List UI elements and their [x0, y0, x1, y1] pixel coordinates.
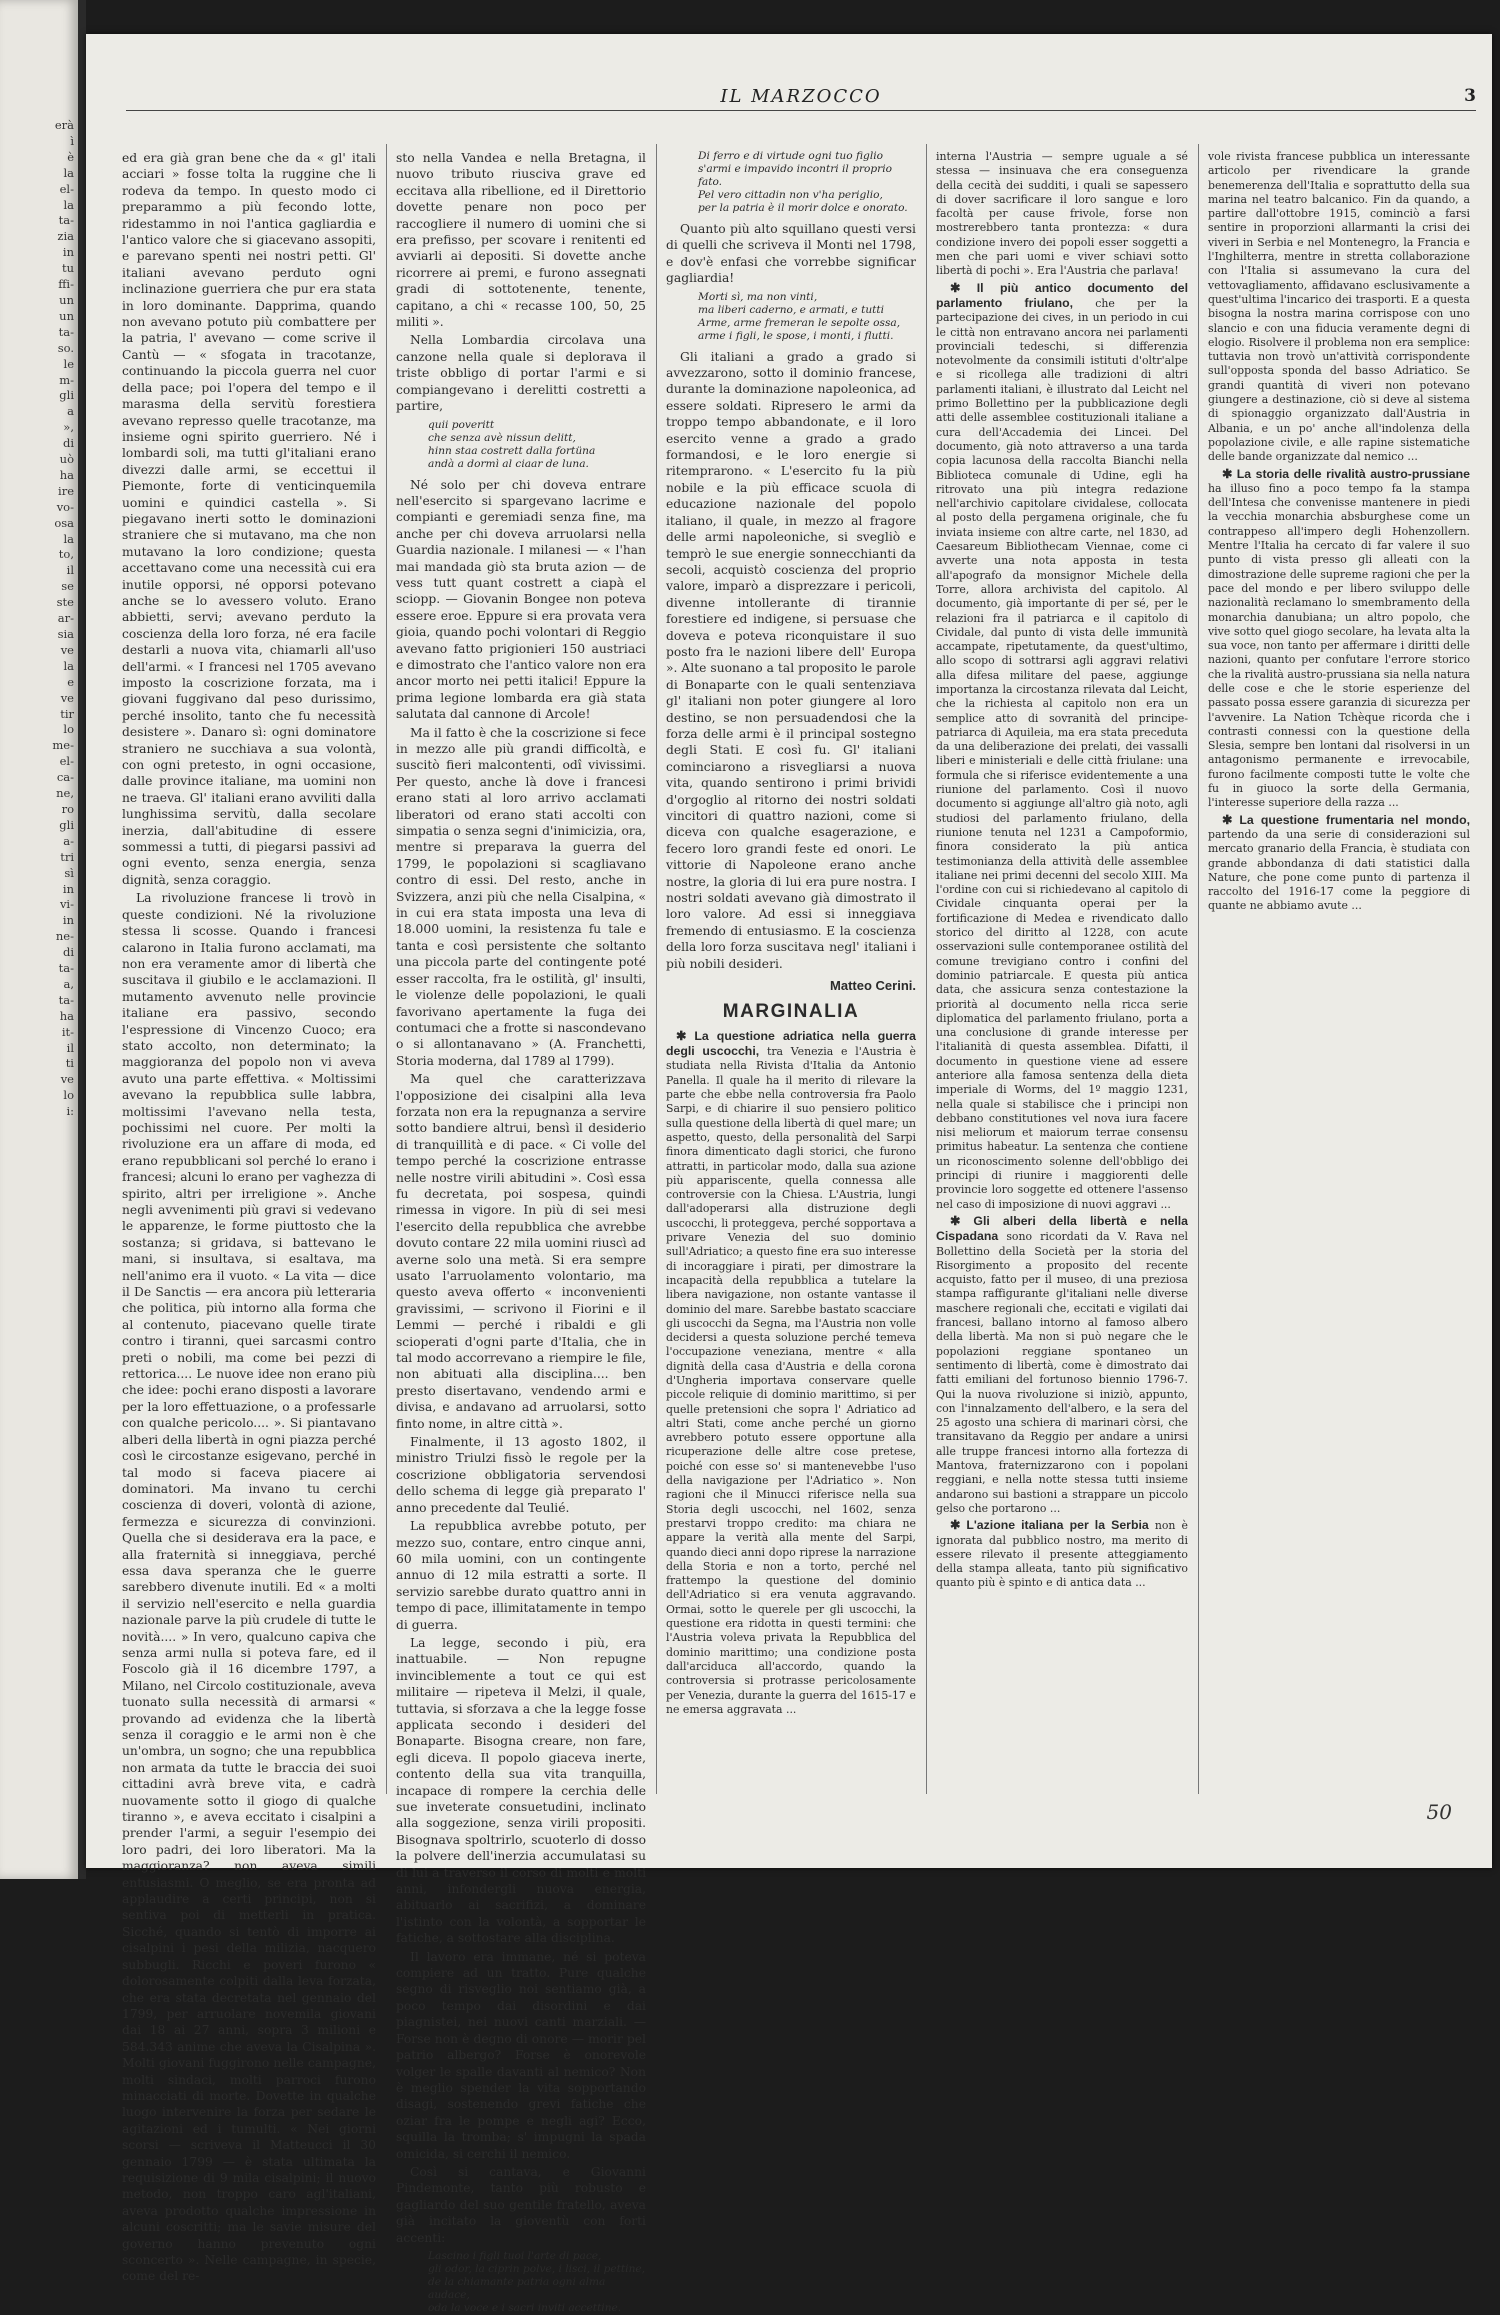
- paragraph: Così si cantava, e Giovanni Pindemonte, tanto più robusto e gagliardo del suo gentile fratello, aveva già incitato la gioventù con forti accenti:: [396, 2164, 646, 2245]
- newspaper-page: [86, 34, 1492, 2314]
- marginalia-paragraph: [666, 1029, 916, 1717]
- verse-line: andà a dormì al ciaar de luna.: [428, 457, 589, 470]
- previous-page-edge: [0, 0, 78, 1879]
- marginalia-heading: ✱ La questione adriatica nella guerra degli uscocchi,: [666, 1028, 916, 1059]
- column-2: [396, 150, 646, 2314]
- column-rule: [1198, 144, 1199, 1794]
- page-number: 3: [1464, 86, 1476, 106]
- marginalia-text: partendo da una serie di considerazioni sul mercato granario della Francia, è studiata con grande abbondanza di dati statistici dalla Nature, che pone come punto di partenza il raccolto del 1916-17 come la peggiore di quante ne abbiamo avute ...: [1208, 827, 1470, 913]
- marginalia-text: tra Venezia e l'Austria è studiata nella Rivista d'Italia da Antonio Panella. Il quale ha il merito di rilevare la parte che ebbe nella controversia fra Paolo Sarpi, e di chiarire il suo pensiero politico sulla questione della libertà di quel mare; un aspetto, questo, della personalità del Sarpi finora dimenticato dagli storici, che furono attratti, in particolar modo, dalla sua azione più appariscente, quella connessa alle controversie con la Chiesa. L'Austria, lungi dall'adoperarsi alla distruzione degli uscocchi, li proteggeva, perché sopportava a privare Venezia del suo dominio sull'Adriatico; a questo fine era suo interesse di incoraggiare i pirati, per dimostrare la incapacità della repubblica a tutelare la libera navigazione, non ostante vantasse il dominio del mare. Sarebbe bastato scacciare gli uscocchi da Segna, ma l'Austria non volle decidersi a questa soluzione perché temeva l'occupazione veneziana, mentre « alla dignità della casa d'Austria e della corona d'Ungheria importava conservare quelle piccole reliquie di dominio marittimo, si per quelle pretensioni che sopra l' Adriatico ad altri Stati, come anche perché un giorno avrebbero potuto essere opportune alla ricuperazione delle altre cose pretese, poiché con esse so' si mantenevebbe l'uso della navigazione per l'Adriatico ». Non ragioni che il Minucci riferisce nella sua Storia degli uscocchi, nel 1602, senza prestarvi troppo credito: ma chiara ne appare la verità alla mente del Sarpi, quando dieci anni dopo riprese la narrazione della Storia e non a torto, perché nel frattempo la questione del dominio dell'Adriatico si era venuta aggravando. Ormai, sotto le querele per gli uscocchi, la questione era ridotta in questi termini: che l'Austria voleva privata la Repubblica del dominio marittimo; una condizione posta dall'arciduca all'accordo, quando la controversia si protrasse pericolosamente per Venezia, durante la guerra del 1615-17 e ne emersa aggravata ...: [666, 1045, 916, 1716]
- column-rule: [926, 144, 927, 1794]
- marginalia-text: che per la partecipazione dei cives, in un periodo in cui le città non entravano ancora nei parlamenti provinciali tedeschi, si differenzia notevolmente da consimili istituti d'oltr'alpe e si ricollega alle tradizioni di altri parlamenti italiani, è illustrato dal Leicht nel primo Bollettino per la pubblicazione degli atti delle assemblee costituzionali italiane a cura dell'Accademia dei Lincei. Del documento, già noto attraverso a una tarda copia lacunosa della raccolta Bianchi nella Biblioteca comunale di Udine, egli ha ritrovato una più integra redazione nell'archivio capitolare cividalese, collocata al posto della pergamena originale, che fu inviata insieme con altre carte, nel 1830, ad Caesareum Bibliothecam Viennae, come ci avverte una nota apposta in testa all'apografo da monsignor Michele della Torre, allora archivista del capitolo. Al documento, già importante di per sé, per le relazioni fra il patriarca e il capitolo di Cividale, dal punto di vista delle immunità accampate, ripetutamente, da quest'ultimo, allo scopo di sottrarsi agli aggravi relativi alla difesa militare del paese, aggiunge importanza la circostanza rilevata dal Leicht, che la richiesta al capitolo non era un semplice atto di sovranità del principe-patriarca di Aquileia, ma era stata preceduta da una deliberazione dei prelati, dei vassalli liberi e ministeriali e delle città friulane: una formula che si riferisce evidentemente a una riunione del parlamento. Così il nuovo documento si aggiunge all'altro già noto, agli studiosi del parlamento friulano, della riunione tenuta nel 1231 a Campoformio, finora considerato la più antica testimonianza della attività delle assemblee italiane nei primi decenni del secolo XIII. Ma l'ordine con cui si richiedevano al capitolo di Cividale cinquanta operai per la fortificazione di Medea e rivendicato dallo storico del diritto al 1228, con acute osservazioni sulle contemporanee ostilità del comune trevigiano contro i confini del dominio patriarcale. E questa più antica data, che assicura senza contestazione la priorità al documento nella ricca serie diplomatica del parlamento friulano, porta a una conclusione di grande interesse per l'italianità di questa assemblea. Difatti, il documento in questione viene ad essere anteriore alla famosa sentenza della dieta imperiale di Worms, del 1º maggio 1231, nella quale si stabilisce che i principi non debbano constitutiones vel nova iura facere nisi meliorum et maiorum terrae consensu primitus habeatur. La sentenza che contiene un riconoscimento solenne dell'obbligo dei principi di riunire i maggiorenti delle provincie loro soggette ed ottenere l'assenso nel caso di imposizione di nuovi aggravi ...: [936, 296, 1188, 1211]
- paragraph: Ma il fatto è che la coscrizione si fece in mezzo alle più grandi difficoltà, e suscitò fieri malcontenti, odî vivissimi. Per questo, anche là dove i francesi erano stati al loro arrivo acclamati liberatori od erano stati accolti con simpatia o senza segni d'inimicizia, ora, mentre si preparava la guerra del 1799, le popolazioni si scagliavano contro di essi. Del resto, anche in Svizzera, anzi più che nella Cisalpina, « in cui era stata imposta una leva di 18.000 uomini, la resistenza fu tale e tanta e così persistente che soltanto una piccola parte del contingente poté esser raccolta, fra le ostilità, gl' insulti, le violenze delle popolazioni, le quali favorivano apertamente la fuga dei contumaci che a frotte si nascondevano o si allontanavano » (A. Franchetti, Storia moderna, dal 1789 al 1799).: [396, 725, 646, 1068]
- marginalia-paragraph: [1208, 467, 1470, 811]
- verse-line: ma liberi caderno, e armati, e tutti: [698, 303, 885, 316]
- verse-line: per la patria è il morir dolce e onorato.: [698, 202, 908, 214]
- verse-line: gli odor, la ciprin polve, i lisci, il pettine,: [428, 2262, 646, 2275]
- paragraph: Quanto più alto squillano questi versi di quelli che scriveva il Monti nel 1798, e dov'è enfasi che vorrebbe significar gagliardia!: [666, 222, 916, 286]
- paragraph: Né solo per chi doveva entrare nell'esercito si spargevano lacrime e compianti e geremiadi senza fine, ma anche per chi doveva arruolarsi nella Guardia nazionale. I milanesi — « l'han mai mandada giò sta bruta azion — de vess tutt quant costrett a ciapà el sciopp. — Giovanin Bongee non poteva essere eroe. Eppure si era provata vera gioia, quando pochi volontari di Reggio avevano fatto prigionieri 150 austriaci e dimostrato che l'antico valore non era ancor morto nei petti italici! Eppure la prima legione lombarda era già stata salutata dal cannone di Arcole!: [396, 477, 646, 722]
- column-rule: [386, 144, 387, 1794]
- paragraph: La rivoluzione francese li trovò in queste condizioni. Né la rivoluzione stessa li scosse. Quando i francesi calarono in Italia furono acclamati, ma non era veramente amor di libertà che suscitava il giubilo e le acclamazioni. Il mutamento avvenuto nelle provincie italiane era passivo, secondo l'espressione di Vincenzo Cuoco; era stato accolto, non determinato; la maggioranza del popolo non vi aveva avuto una parte effettiva. « Moltissimi avevano la repubblica sulle labbra, moltissimi l'avevano nella testa, pochissimi nel cuore. Per molti la rivoluzione era un affare di moda, ed erano repubblicani sol perché lo erano i francesi; alcuni lo erano per vaghezza di spirito, altri per irreligione ». Anche negli avvenimenti più gravi si vedevano le apparenze, le forme piuttosto che la sostanza; si gridava, si battevano le mani, si insultava, si esaltava, ma nell'animo era il vuoto. « La vita — dice il De Sanctis — era ancora più letteraria che politica, più intorno alla forma che al contenuto, piacevano quelle tirate contro i tiranni, quei sarcasmi contro preti o nobili, ma come bei pezzi di rettorica.... Le nuove idee non erano più che idee: pochi erano disposti a lavorare per la loro effettuazione, o a professarle con qualche pericolo.... ». Si piantavano alberi della libertà in ogni piazza perché così le circostanze esigevano, perché in tal modo si faceva piacere ai dominatori. Ma invano tu cerchi coscienza di doveri, volontà di azione, fermezza e sicurezza di convinzioni. Quella che si desiderava era la pace, e alla fraternità si inneggiava, perché essa dava speranza che le guerre sarebbero divenute inutili. Ed « a molti il servizio nell'esercito e nella guardia nazionale parve la più crudele di tutte le novità.... » In vero, qualcuno capiva che senza armi nulla si poteva fare, ed il Foscolo già il 16 dicembre 1797, a Milano, nel Circolo costituzionale, aveva tuonato sulla necessità di armarsi « provando ad evidenza che la libertà senza il coraggio e le armi non è che un'ombra, un sogno; che una repubblica non armata da tutte le braccia dei suoi cittadini avrà breve vita, e cadrà nuovamente sotto il giogo di qualche tiranno », e aveva eccitato i cisalpini a prender l'armi, a seguir l'esempio dei loro padri, dei loro liberatori. Ma la maggioranza? non aveva simili entusiasmi. O meglio, se era pronta ad applaudire a certi principi, non si sentiva poi di metterli in pratica. Sicché, quando si tentò di imporre ai cisalpini i pesi della milizia, nacquero subbugli. Ricchi e poveri furono « dolorosamente colpiti dalla leva forzata, che era stata decretata nel gennaio del 1799, per arruolare novemila giovani dai 18 ai 27 anni, sopra 3 milioni e 584.343 anime che aveva la Cisalpina ». Molti giovani fuggirono nelle campagne, molti sindaci, molti parroci furono minacciati di morte. Dovette in qualche luogo intervenire la forza per sedare le agitazioni ed i tumulti. « Nei giorni scorsi — scriveva il Matteucci il 30 gennaio 1799 — è stata ultimata la requisizione di 9 mila cisalpini; il nuovo metodo, non troppo caro agl'italiani, aveva prodotto qualche impressione in alcuni coscritti; ma le savie misure del governo hanno prevenuto ogni sconcerto ». Nelle campagne, in specie, come del re-: [122, 891, 376, 2284]
- marginalia-text: non è ignorata dal pubblico nostro, ma merito di essere rilevato il presente atteggiamento della stampa alleata, tanto più significativo quanto più è spinto e di antica data ...: [936, 1519, 1188, 1590]
- marginalia-text: ha illuso fino a poco tempo fa la stampa dell'Intesa che convenisse mantenere in piedi la vecchia monarchia absburghese come un contrappeso all'impero degli Hohenzollern. Mentre l'Italia ha cercato di far valere il suo punto di vista presso gli alleati con la dimostrazione delle supreme ragioni che per la pace del mondo e per libero sviluppo delle nazionalità reclamano lo smembramento della monarchia danubiana; un altro popolo, che vive sotto quel giogo secolare, ha levata alta la sua voce, non tanto per affermare i diritti delle nazioni, quanto per confutare l'errore storico che la rivalità austro-prussiana sia nella natura delle cose e che le storie esperienze del passato possa essere garanzia di sicurezza per l'avvenire. La Nation Tchèque ricorda che i contrasti connessi con la questione della Slesia, sempre ben lontani dal risolversi in un antagonismo permanente e irrevocabile, furono facilmente composti tutte le volte che fu in giuoco la sorte della Germania, l'interesse superiore della razza ...: [1208, 481, 1470, 810]
- paragraph: Nella Lombardia circolava una canzone nella quale si deplorava il triste obbligo di portar l'armi e si compiangevano i derelitti costretti a partire,: [396, 333, 646, 414]
- paragraph: interna l'Austria — sempre uguale a sé stessa — insinuava che era conseguenza della cecità dei sudditi, i quali se sapessero di dover sacrificare il loro sangue e loro facoltà per cause frivole, forse non mostrerebbero tanta prontezza: « dura condizione invero dei popoli esser soggetti a men che pari uomi e viver schiavi sotto libertà di pochi ». Era l'Austria che parlava!: [936, 150, 1188, 278]
- verse-block: [666, 150, 916, 215]
- previous-page-fragments: erà ì è la el- la ta- zia in tu ffi- un un ta- so. le m- gli a », di uò ha ire vo- osa la to, il se ste ar- sia ve la e ve tir lo me- el- ca- ne, ro gli a- tri sì in vi- in ne- di ta- a, ta- ha it- il ti ve lo i:: [52, 118, 74, 1119]
- marginalia-paragraph: [936, 1518, 1188, 1590]
- marginalia-paragraph: [1208, 813, 1470, 914]
- masthead-title: IL MARZOCCO: [720, 86, 882, 107]
- marginalia-heading: ✱ La storia delle rivalità austro-prussiane: [1222, 466, 1470, 481]
- paragraph: ed era già gran bene che da « gl' itali acciari » fosse tolta la ruggine che li rodeva da tempo. In questo modo ci preparammo a più fecondo lotte, ridestammo in noi l'antica gagliardia e l'antico valore che si giacevano assopiti, e parevano spenti nei nostri petti. Gl' italiani avevano perduto ogni inclinazione guerriera che pur era stata in loro dominante. Dapprima, quando non avevano potuto più combattere per la patria, l' avevano — come scrive il Cantù — « sfogata in tracotanze, continuando la piccola guerra nel cuor della pace; poi l'opera del tempo e il marasma della servitù forestiera avevano represso quelle tracotanze, ma insieme ogni spirito guerriero. Né i lombardi soli, ma tutti gl'italiani erano divezzi dalle armi, se eccettui il Piemonte, forte di venticinquemila uomini e quindici castella ». Si piegavano inerti sotto le dominazioni straniere che si mutavano, ma che non mutavano la loro condizione; questa accettavano come una necessità cui era inutile opporsi, né opporsi potevano anche se lo avessero voluto. Erano abbietti, servi; avevano perduto la coscienza della loro forza, né era facile destarli a nuova vita, chiamarli all'uso dell'armi. « I francesi nel 1705 avevano imposto la coscrizione forzata, ma i giovani fuggivano dal peso durissimo, perché insolito, tanto che fu necessità desistere ». Danaro sì: ogni dominatore straniero ne succhiava a sua volontà, con ogni pretesto, in ogni occasione, dalle province italiane, ma uomini non ne traeva. Gl' italiani erano avviliti dalla lunghissima servitù, dalla secolare inerzia, dall'abitudine di essere sommessi a tutti, di piegarsi passivi ad ogni evento, senza energia, senza dignità, senza coraggio.: [122, 151, 376, 887]
- column-5: [1208, 150, 1470, 1790]
- column-1: [122, 150, 376, 2284]
- paragraph: Il lavoro era immane, né si poteva compiere ad un tratto. Pure qualche segno di risveglio noi sentiamo già, a poco tempo dai disordini e dai piagnistei, nei nuovi canti marziali. — Forse non è degno di onore — morir pel patrio albergo? Forse è onorevole volger le spalle davanti al nemico? Non è meglio spender la vita sopportando disagi, sostenendo grevi fatiche che oziar fra le pompe e negli agi? Ecco, squilla la tromba; s' impugni la spada omicida, si cerchi il nemico.: [396, 1949, 646, 2161]
- verse-line: che senza avè nissun delitt,: [428, 431, 576, 444]
- verse-line: de la chiamante patria ogni alma audace,: [428, 2275, 606, 2301]
- paragraph: sto nella Vandea e nella Bretagna, il nuovo tributo riusciva grave ed eccitava alla ribellione, ed il Direttorio dovette penare non poco per raccogliere il numero di uomini che si era prefisso, per scovare i renitenti ed avviarli ai depositi. Si dovette anche ricorrere ai premi, e furono assegnati gradi di sottotenente, tenente, capitano, a chi « recasse 100, 50, 25 militi ».: [396, 151, 646, 330]
- verse-line: arme i figli, le spose, i monti, i flutti.: [698, 329, 894, 342]
- verse-line: Pel vero cittadin non v'ha periglio,: [698, 189, 883, 201]
- page-header: [126, 84, 1476, 111]
- verse-line: Arme, arme fremeran le sepolte ossa,: [698, 316, 901, 329]
- paragraph: Gli italiani a grado a grado si avvezzarono, sotto il dominio francese, durante la dominazione napoleonica, ad essere soldati. Ripresero le armi da troppo tempo abbandonate, e il loro esercito venne a grado a grado formandosi, e le loro energie si ritemprarono. « L'esercito fu la più nobile e la più efficace scuola di educazione nazionale del popolo italiano, il quale, in mezzo al fragore delle armi napoleoniche, si svegliò e temprò le sue energie sonnecchianti da secoli, acquistò coscienza del proprio valore, imparò a disprezzare i pericoli, divenne intollerante di tirannie forestiere ed indigene, si persuase che doveva e poteva riconquistare il suo posto fra le nazioni libere dell' Europa ». Alte suonano a tal proposito le parole di Bonaparte con le quali sentenziava gl' italiani non poter giungere al loro destino, se non persuadendosi che la forza delle armi è il principal sostegno degli Stati. E così fu. Gl' italiani cominciarono a risvegliarsi a nuova vita, quando sentirono i primi brividi d'orgoglio al ritorno dei nostri soldati vincitori di quattro nazioni, come si diceva con qualche esagerazione, e fecero loro grandi feste ed onori. Le vittorie di Napoleone erano anche nostre, la gloria di lui era pure nostra. I nostri soldati avevano già dimostrato il loro valore. Ad essi si inneggiava fremendo di entusiasmo. E la coscienza della loro forza suscitava negl' italiani i più nobili desideri.: [666, 349, 916, 971]
- marginalia-heading: ✱ La questione frumentaria nel mondo,: [1222, 812, 1470, 827]
- marginalia-heading: ✱ Il più antico documento del parlamento friulano,: [936, 280, 1188, 310]
- paragraph: vole rivista francese pubblica un interessante articolo per rivendicare la grande benemerenza dell'Italia e soprattutto della sua marina nel teatro balcanico. Fin da quando, a partire dall'ottobre 1915, cominciò a farsi sentire in proporzioni allarmanti la crisi dei viveri in Serbia e nel Montenegro, la Francia e l'Inghilterra, mentre in stretta collaborazione con l'Italia si assumevano la cura del vettovagliamento, affidavano esclusivamente a quest'ultima l'incarico dei trasporti. E a questa bisogna la nostra marina corrispose con uno slancio e con una fiducia veramente degni di elogio. Risolvere il problema non era semplice: tuttavia non trovò un'attività corrispondente sull'opposta sponda del basso Adriatico. Se grandi quantità di viveri non potevano giungere a destinazione, ciò si deve al sistema di spionaggio organizzato dall'Austria in Albania, e un po' anche all'indolenza della popolazione civile, e alle rapine sistematiche delle bande organizzate dal nemico ...: [1208, 150, 1470, 464]
- marginalia-paragraph: [936, 281, 1188, 1212]
- paragraph: La repubblica avrebbe potuto, per mezzo suo, contare, entro cinque anni, 60 mila uomini, con un contingente annuo di 12 mila estratti a sorte. Il servizio sarebbe durato quattro anni in tempo di pace, illimitatamente in tempo di guerra.: [396, 1519, 646, 1632]
- verse-line: hinn staa costrett dalla fortüna: [428, 444, 596, 457]
- column-4: [936, 150, 1188, 1790]
- marginalia-heading: ✱ Gli alberi della libertà e nella Cispadana: [936, 1213, 1188, 1244]
- verse-block: [396, 419, 646, 471]
- author-signature: Matteo Cerini.: [830, 978, 916, 994]
- verse-line: quii poveritt: [428, 418, 495, 431]
- verse-line: oda la voce e i sacri inviti accettine.: [428, 2301, 622, 2314]
- section-title: MARGINALIA: [722, 1001, 860, 1023]
- verse-line: Morti sì, ma non vinti,: [698, 290, 818, 303]
- paragraph: Finalmente, il 13 agosto 1802, il ministro Triulzi fissò le regole per la coscrizione obbligatoria servendosi dello schema di legge già preparato l' anno precedente dal Teulié.: [396, 1435, 646, 1515]
- verse-block: [666, 291, 916, 343]
- column-3: [666, 150, 916, 1790]
- handwritten-page-mark: 50: [1426, 1800, 1452, 1824]
- verse-line: Lascino i figli tuoi l'arte di pace,: [428, 2249, 602, 2262]
- marginalia-text: sono ricordati da V. Rava nel Bollettino della Società per la storia del Risorgimento a proposito del recente acquisto, fatto per il museo, di una preziosa stampa raffigurante gl'italiani nelle diverse maschere regionali che, eccitati e vigilati dai francesi, ballano intorno al famoso albero della libertà. Ma non si può negare che le popolazioni reggiane spontaneo un sentimento di libertà, come è dimostrato dai fatti emiliani del fortunoso biennio 1796-7. Qui la nuova rivoluzione si iniziò, appunto, con l'innalzamento dell'albero, e la sera del 25 agosto una schiera di marinari còrsi, che transitavano da Reggio per andare a unirsi alle truppe francesi intorno alla fortezza di Mantova, fraternizzarono con i popolani reggiani, e nella notte stessa tutti insieme andarono sui bastioni a strappare un piccolo gelso che portarono ...: [936, 1230, 1188, 1515]
- verse-line: s'armi e impavido incontri il proprio fato.: [698, 163, 892, 188]
- paragraph: La legge, secondo i più, era inattuabile. — Non repugne invinciblemente a tout ce qui est militaire — ripeteva il Melzi, il quale, tuttavia, si sforzava a che la legge fosse applicata secondo i desideri del Bonaparte. Bisogna creare, non fare, egli diceva. Il popolo giaceva inerte, contento della sua vita tranquilla, incapace di rompere la cerchia delle sue inveterate consuetudini, inclinato alla soggezione, senza virili propositi. Bisognava spoltrirlo, scuoterlo di dosso la polvere dell'inerzia accumulatasi su di lui a traverso il corso di molti e molti anni, infondergli nuova energia, abituarlo ai sacrifizi, a dominare l'istinto con la volontà, a sopportar le fatiche, a sottostare alla disciplina.: [396, 1635, 646, 1946]
- paragraph: Ma quel che caratterizzava l'opposizione dei cisalpini alla leva forzata non era la repugnanza a servire sotto bandiere altrui, bensì il desiderio di tranquillità e di pace. « Ci volle del tempo perché la coscrizione entrasse nelle nostre virili abitudini ». Così essa fu decretata, poi sospesa, quindi rimessa in vigore. In più di sei mesi l'esercito della repubblica che avrebbe dovuto contare 22 mila uomini riuscì ad averne solo una metà. Si era sempre usato l'arruolamento volontario, ma questo aveva offerto « inconvenienti gravissimi, — scrivono il Fiorini e il Lemmi — perché i ribaldi e gli scioperati d'ogni parte d'Italia, che in tal modo accorrevano a riempire le file, non abituati alla disciplina.... ben presto disertavano, vendendo armi e divisa, e andavano ad arruolarsi, sotto finto nome, in altre città ».: [396, 1072, 646, 1431]
- book-gutter: [78, 0, 86, 1879]
- marginalia-paragraph: [936, 1214, 1188, 1516]
- verse-line: Di ferro e di virtude ogni tuo figlio: [698, 150, 883, 162]
- column-rule: [656, 144, 657, 1794]
- verse-block: [396, 2250, 646, 2315]
- marginalia-entry: [666, 1029, 916, 1717]
- marginalia-heading: ✱ L'azione italiana per la Serbia: [950, 1518, 1149, 1533]
